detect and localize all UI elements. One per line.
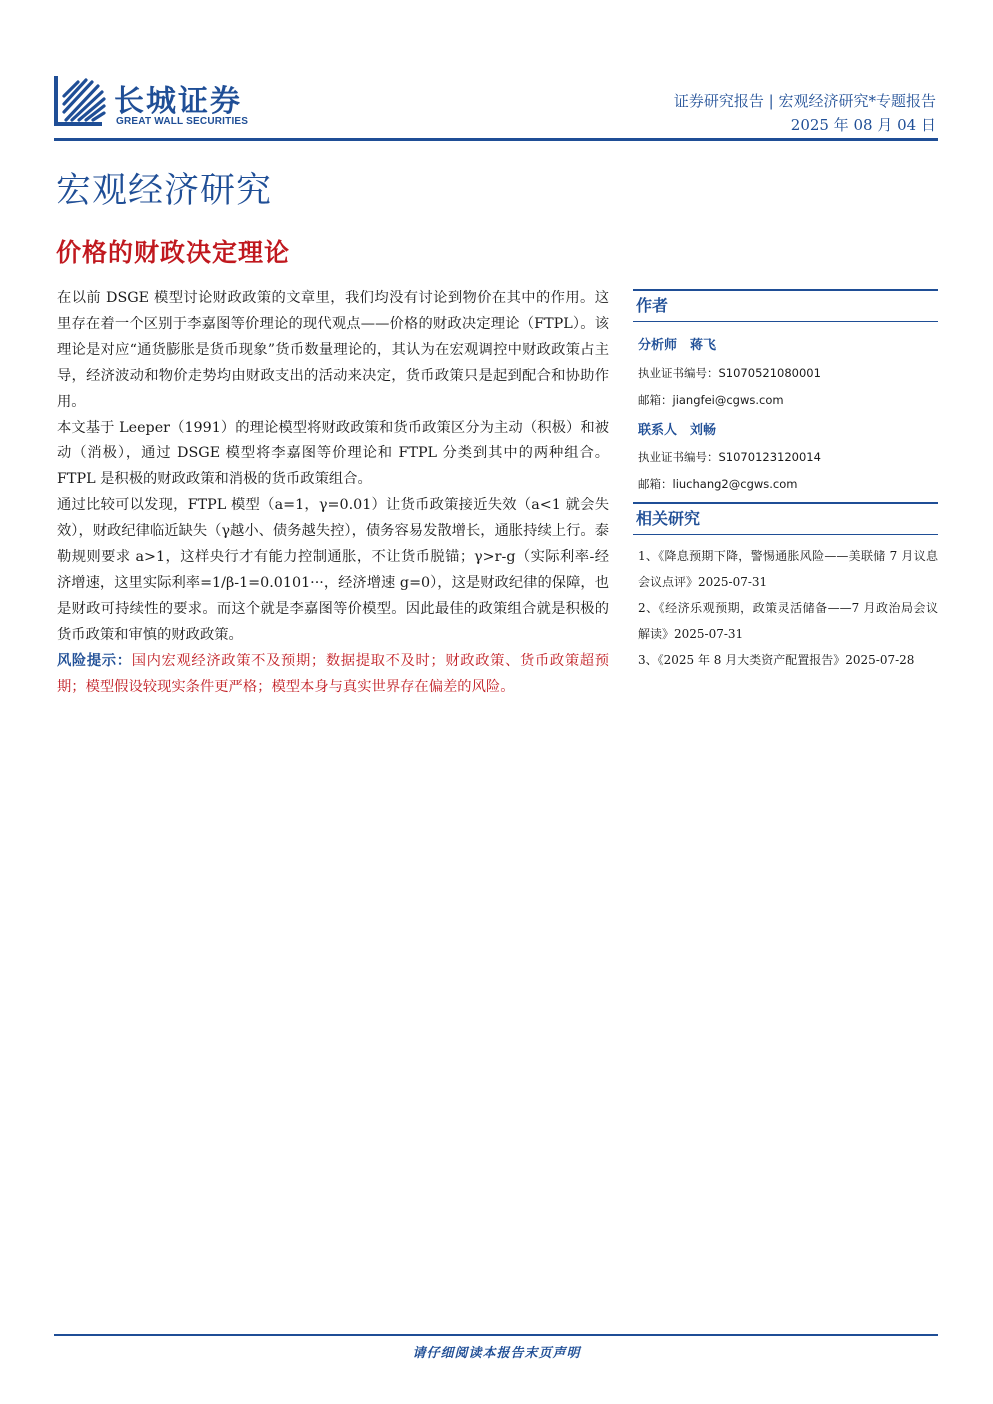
risk-warning-text: 国内宏观经济政策不及预期；数据提取不及时；财政政策、货币政策超预期；模型假设较现实条件更严格；模型本身与真实世界存在偏差的风险。 xyxy=(57,652,610,695)
body-paragraph: 通过比较可以发现，FTPL 模型（a=1，γ=0.01）让货币政策接近失效（a<1 就会失效），财政纪律临近缺失（γ越小、债务越失控），债务容易发散增长，通胀持续上行。泰勒规则要求 a>1，这样央行才有能力控制通胀，不让货币脱锚；γ>r-g（实际利率-经济增速，这里实际利率=1/β-1=0.0101···，经济增速 g=0），这是财政纪律的保障，也是财政可持续性的要求。而这个就是李嘉图等价模型。因此最佳的政策组合就是积极的货币政策和审慎的财政政策。 xyxy=(57,497,609,643)
section-title: 宏观经济研究 xyxy=(56,171,273,211)
report-body xyxy=(57,286,609,701)
contact-cert: 执业证书编号：S1070123120014 xyxy=(638,450,821,464)
company-logo-icon xyxy=(54,74,106,128)
company-logo-english: GREAT WALL SECURITIES xyxy=(116,116,249,127)
report-sidebar xyxy=(633,289,938,673)
report-title: 价格的财政决定理论 xyxy=(56,238,291,267)
body-paragraph: 在以前 DSGE 模型讨论财政政策的文章里，我们均没有讨论到物价在其中的作用。这里存在着一个区别于李嘉图等价理论的现代观点——价格的财政决定理论（FTPL）。该理论是对应“通货膨胀是货币现象”货币数量理论的，其认为在宏观调控中财政政策占主导，经济波动和物价走势均由财政支出的活动来决定，货币政策只是起到配合和协助作用。 xyxy=(57,290,609,410)
report-type-label: 证券研究报告 | 宏观经济研究*专题报告 xyxy=(673,92,936,110)
analyst-email[interactable]: 邮箱：jiangfei@cgws.com xyxy=(638,393,784,407)
footer-divider xyxy=(54,1334,938,1336)
contact-name: 联系人 刘畅 xyxy=(638,423,717,438)
analyst-name: 分析师 蒋飞 xyxy=(638,338,717,353)
risk-warning xyxy=(57,649,609,701)
analyst-cert: 执业证书编号：S1070521080001 xyxy=(638,366,821,380)
body-paragraph: 本文基于 Leeper（1991）的理论模型将财政政策和货币政策区分为主动（积极）和被动（消极），通过 DSGE 模型将李嘉图等价理论和 FTPL 分类到其中的两种组合。FTPL 是积极的财政政策和消极的货币政策组合。 xyxy=(57,419,609,488)
contact-email[interactable]: 邮箱：liuchang2@cgws.com xyxy=(638,477,798,491)
footer-disclaimer: 请仔细阅读本报告末页声明 xyxy=(412,1346,581,1361)
related-research-item[interactable]: 1、《降息预期下降，警惕通胀风险——美联储 7 月议息会议点评》2025-07-31 xyxy=(638,549,938,589)
related-research-item[interactable]: 2、《经济乐观预期，政策灵活储备——7 月政治局会议解读》2025-07-31 xyxy=(638,601,938,641)
company-logo-text: 长城证券 xyxy=(114,84,242,119)
risk-warning-label: 风险提示： xyxy=(57,652,132,669)
authors-heading: 作者 xyxy=(633,289,938,322)
related-research-heading: 相关研究 xyxy=(633,502,938,535)
header-divider xyxy=(54,138,938,141)
report-date: 2025 年 08 月 04 日 xyxy=(790,116,936,134)
related-research-item[interactable]: 3、《2025 年 8 月大类资产配置报告》2025-07-28 xyxy=(638,653,915,667)
